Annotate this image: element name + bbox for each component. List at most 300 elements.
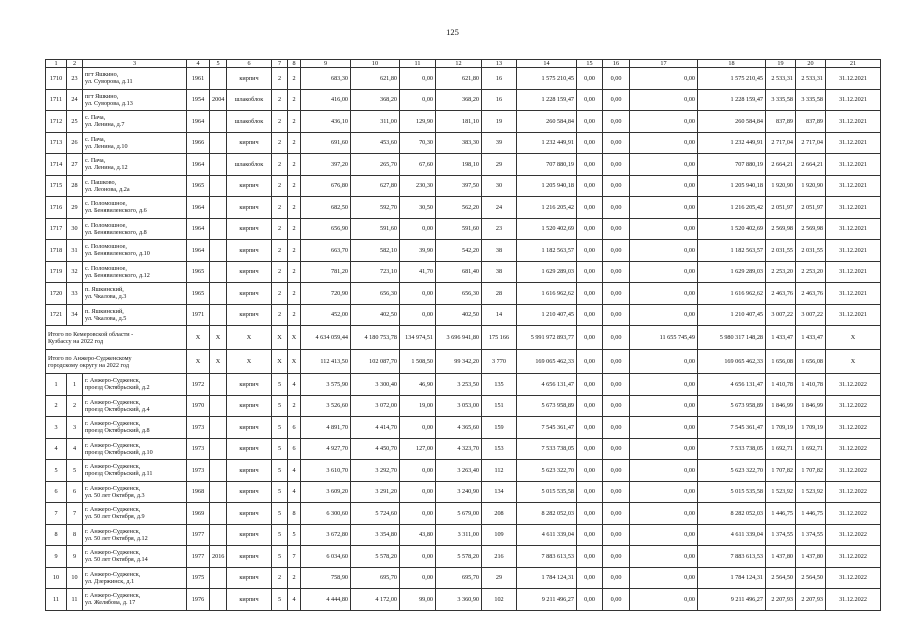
table-cell: 8 282 052,03: [698, 503, 766, 525]
table-cell: 4 611 339,04: [517, 524, 577, 546]
table-cell: 4 891,70: [301, 417, 351, 439]
table-cell: 5: [46, 460, 67, 482]
table-cell: 4 611 339,04: [698, 524, 766, 546]
table-cell: 1714: [46, 154, 67, 176]
table-cell: с. Пача, ул. Ленина, д.7: [83, 111, 187, 133]
page-number: 125: [446, 27, 459, 37]
table-cell: 24: [482, 197, 517, 219]
table-cell: 7 545 361,47: [517, 417, 577, 439]
table-cell: 2: [272, 68, 288, 90]
table-row: [46, 154, 881, 176]
table-cell: 1973: [187, 460, 210, 482]
table-cell: 1 629 289,03: [517, 261, 577, 283]
table-cell: [210, 218, 227, 240]
table-cell: 368,20: [351, 89, 400, 111]
table-cell: [210, 460, 227, 482]
table-cell: 0,00: [577, 218, 603, 240]
table-cell: 0,00: [630, 261, 698, 283]
table-cell: 102 087,70: [351, 350, 400, 374]
table-cell: [210, 481, 227, 503]
table-cell: 5: [272, 503, 288, 525]
table-cell: 16: [482, 89, 517, 111]
table-cell: X: [826, 326, 881, 350]
table-cell: 1 520 402,69: [517, 218, 577, 240]
table-cell: 25: [67, 111, 83, 133]
table-cell: 70,30: [400, 132, 436, 154]
table-cell: 3: [46, 417, 67, 439]
table-cell: 0,00: [630, 240, 698, 262]
table-cell: 15: [577, 60, 603, 68]
table-cell: 2 207,93: [766, 589, 796, 611]
table-cell: 0,00: [630, 111, 698, 133]
table-cell: 1 616 962,62: [698, 283, 766, 305]
table-cell: 5: [272, 438, 288, 460]
table-cell: 0,00: [400, 481, 436, 503]
table-cell: 0,00: [630, 350, 698, 374]
table-cell: 0,00: [630, 218, 698, 240]
table-cell: 129,90: [400, 111, 436, 133]
table-cell: 0,00: [603, 417, 630, 439]
table-cell: 31.12.2021: [826, 132, 881, 154]
table-cell: X: [826, 350, 881, 374]
table-cell: 1 410,78: [766, 374, 796, 396]
table-cell: 1716: [46, 197, 67, 219]
table-cell: 0,00: [400, 567, 436, 589]
table-cell: 0,00: [577, 304, 603, 326]
table-cell: шлакоблок: [227, 89, 272, 111]
table-cell: 31.12.2021: [826, 111, 881, 133]
table-cell: 0,00: [630, 283, 698, 305]
table-cell: 1 232 449,91: [698, 132, 766, 154]
table-cell: 591,60: [351, 218, 400, 240]
table-cell: 1 374,55: [796, 524, 826, 546]
table-cell: 2 569,98: [766, 218, 796, 240]
table-cell: 19,00: [400, 395, 436, 417]
table-cell: 1 446,75: [766, 503, 796, 525]
table-row: [46, 503, 881, 525]
table-cell: 3 696 941,80: [436, 326, 482, 350]
table-cell: кирпич: [227, 261, 272, 283]
table-cell: 3 335,58: [766, 89, 796, 111]
table-cell: 1969: [187, 503, 210, 525]
table-cell: 0,00: [603, 283, 630, 305]
table-cell: с. Пача, ул. Ленина, д.10: [83, 132, 187, 154]
table-cell: 30: [482, 175, 517, 197]
table-cell: 41,70: [400, 261, 436, 283]
table-cell: 0,00: [603, 503, 630, 525]
housing-table: [45, 59, 881, 611]
table-row: [46, 374, 881, 396]
table-cell: г. Анжеро-Судженск, проезд Октябрьский, д.8: [83, 417, 187, 439]
table-row: [46, 546, 881, 568]
table-cell: 39,90: [400, 240, 436, 262]
table-cell: 2 533,31: [766, 68, 796, 90]
table-cell: [210, 132, 227, 154]
table-cell: 8: [46, 524, 67, 546]
table-cell: 31.12.2022: [826, 460, 881, 482]
table-cell: 2: [272, 154, 288, 176]
table-cell: 7: [67, 503, 83, 525]
table-cell: 1 520 402,69: [698, 218, 766, 240]
table-cell: 0,00: [603, 546, 630, 568]
table-cell: 1 692,71: [766, 438, 796, 460]
table-cell: 5 623 322,70: [517, 460, 577, 482]
table-cell: 0,00: [603, 132, 630, 154]
table-cell: 0,00: [630, 546, 698, 568]
table-cell: X: [227, 326, 272, 350]
table-cell: 29: [482, 154, 517, 176]
table-cell: 1 216 205,42: [517, 197, 577, 219]
table-cell: 1 437,80: [796, 546, 826, 568]
table-cell: 6: [288, 417, 301, 439]
table-cell: 2: [67, 395, 83, 417]
table-cell: 2: [272, 111, 288, 133]
table-cell: 592,70: [351, 197, 400, 219]
table-cell: 1: [46, 374, 67, 396]
table-cell: 2 207,93: [796, 589, 826, 611]
table-cell: 582,10: [351, 240, 400, 262]
table-cell: 0,00: [577, 481, 603, 503]
table-cell: 181,10: [436, 111, 482, 133]
table-cell: 8: [67, 524, 83, 546]
table-cell: 3 770: [482, 350, 517, 374]
table-cell: 3 335,58: [796, 89, 826, 111]
table-cell: 102: [482, 589, 517, 611]
table-cell: 0,00: [577, 240, 603, 262]
table-cell: 7 533 738,05: [698, 438, 766, 460]
table-cell: 1964: [187, 111, 210, 133]
table-cell: 2: [272, 89, 288, 111]
table-cell: 31.12.2022: [826, 589, 881, 611]
table-cell: 3 007,22: [796, 304, 826, 326]
table-cell: [210, 417, 227, 439]
table-cell: 1 920,90: [796, 175, 826, 197]
table-cell: 2: [288, 89, 301, 111]
table-cell: 1 784 124,31: [517, 567, 577, 589]
table-cell: 2: [272, 304, 288, 326]
table-cell: 1975: [187, 567, 210, 589]
table-cell: 135: [482, 374, 517, 396]
table-cell: 31.12.2022: [826, 417, 881, 439]
table-cell: 2: [288, 261, 301, 283]
table-cell: 18: [698, 60, 766, 68]
table-cell: 1 575 210,45: [698, 68, 766, 90]
table-cell: 1717: [46, 218, 67, 240]
table-cell: 32: [67, 261, 83, 283]
table-cell: 0,00: [603, 326, 630, 350]
table-cell: г. Анжеро-Судженск, проезд Октябрьский, д.2: [83, 374, 187, 396]
table-cell: [210, 374, 227, 396]
table-cell: 10: [67, 567, 83, 589]
table-cell: 5: [288, 524, 301, 546]
table-cell: 29: [482, 567, 517, 589]
table-cell: 1 210 407,45: [698, 304, 766, 326]
table-cell: 1964: [187, 218, 210, 240]
table-cell: 5: [67, 460, 83, 482]
table-cell: 1710: [46, 68, 67, 90]
table-cell: 0,00: [630, 154, 698, 176]
table-cell: 0,00: [630, 567, 698, 589]
table-cell: 1712: [46, 111, 67, 133]
table-cell: 3 610,70: [301, 460, 351, 482]
table-cell: г. Анжеро-Судженск, ул. 50 лет Октября, д.12: [83, 524, 187, 546]
table-cell: 0,00: [400, 417, 436, 439]
table-cell: кирпич: [227, 524, 272, 546]
table-cell: 3 292,70: [351, 460, 400, 482]
table-cell: 2 031,55: [796, 240, 826, 262]
table-cell: 208: [482, 503, 517, 525]
table-cell: 1 523,92: [796, 481, 826, 503]
table-cell: Итого по Анжеро-Судженскому городскому округу на 2022 год: [46, 350, 187, 374]
table-cell: 4 927,70: [301, 438, 351, 460]
table-cell: 265,70: [351, 154, 400, 176]
table-cell: г. Анжеро-Судженск, ул. 50 лет Октября, д.3: [83, 481, 187, 503]
table-cell: 2: [272, 132, 288, 154]
table-cell: 2: [288, 154, 301, 176]
table-cell: 0,00: [577, 283, 603, 305]
table-cell: 383,30: [436, 132, 482, 154]
table-cell: с. Поломошное, ул. Бенявиленского, д.8: [83, 218, 187, 240]
table-row: [46, 589, 881, 611]
table-cell: [210, 304, 227, 326]
table-cell: 2: [288, 111, 301, 133]
table-cell: 4 323,70: [436, 438, 482, 460]
table-cell: 5 578,20: [351, 546, 400, 568]
table-cell: 1: [67, 374, 83, 396]
table-cell: 0,00: [630, 395, 698, 417]
table-cell: п. Яшкинский, ул. Чкалова, д.5: [83, 304, 187, 326]
table-row: [46, 218, 881, 240]
table-cell: 4: [187, 60, 210, 68]
table-cell: 0,00: [577, 438, 603, 460]
table-cell: 0,00: [400, 218, 436, 240]
table-cell: 2004: [210, 89, 227, 111]
table-cell: кирпич: [227, 132, 272, 154]
table-cell: 1977: [187, 524, 210, 546]
table-cell: 16: [482, 68, 517, 90]
table-cell: 2: [288, 175, 301, 197]
table-cell: 0,00: [603, 197, 630, 219]
table-cell: с. Поломошное, ул. Бенявиленского, д.12: [83, 261, 187, 283]
table-row: [46, 89, 881, 111]
table-cell: 1 616 962,62: [517, 283, 577, 305]
table-cell: 0,00: [577, 417, 603, 439]
table-cell: 31.12.2021: [826, 283, 881, 305]
table-cell: [210, 261, 227, 283]
table-cell: 5: [272, 374, 288, 396]
table-row: [46, 68, 881, 90]
table-cell: X: [210, 326, 227, 350]
table-cell: 0,00: [630, 197, 698, 219]
table-cell: 1 232 449,91: [517, 132, 577, 154]
table-cell: 2 533,31: [796, 68, 826, 90]
table-cell: 7: [46, 503, 67, 525]
table-cell: [210, 111, 227, 133]
table-cell: 31.12.2021: [826, 218, 881, 240]
table-cell: X: [187, 326, 210, 350]
table-cell: 8: [288, 60, 301, 68]
table-cell: 1 433,47: [796, 326, 826, 350]
table-cell: 656,30: [436, 283, 482, 305]
table-cell: 5 673 958,89: [698, 395, 766, 417]
table-cell: 0,00: [577, 111, 603, 133]
table-cell: 28: [67, 175, 83, 197]
table-cell: 0,00: [630, 175, 698, 197]
table-cell: 4 444,80: [301, 589, 351, 611]
table-cell: 31.12.2022: [826, 374, 881, 396]
table-cell: 2 664,21: [766, 154, 796, 176]
table-cell: 0,00: [603, 261, 630, 283]
table-cell: 0,00: [630, 481, 698, 503]
table-cell: 6: [288, 438, 301, 460]
table-cell: с. Пашково, ул. Леонова, д.2а: [83, 175, 187, 197]
table-cell: 9 211 496,27: [698, 589, 766, 611]
table-cell: 0,00: [577, 326, 603, 350]
table-cell: 0,00: [577, 460, 603, 482]
table-cell: 562,20: [436, 197, 482, 219]
table-cell: 436,10: [301, 111, 351, 133]
table-cell: 453,60: [351, 132, 400, 154]
table-cell: 0,00: [577, 175, 603, 197]
table-cell: 23: [482, 218, 517, 240]
table-cell: кирпич: [227, 175, 272, 197]
table-cell: 591,60: [436, 218, 482, 240]
table-cell: 781,20: [301, 261, 351, 283]
table-cell: 2: [288, 68, 301, 90]
table-cell: 31.12.2021: [826, 304, 881, 326]
table-cell: 1972: [187, 374, 210, 396]
table-cell: 16: [603, 60, 630, 68]
table-row: [46, 132, 881, 154]
table-row: [46, 460, 881, 482]
table-cell: 397,20: [301, 154, 351, 176]
table-cell: 627,80: [351, 175, 400, 197]
table-cell: [210, 154, 227, 176]
table-cell: 0,00: [603, 218, 630, 240]
table-cell: 1 508,50: [400, 350, 436, 374]
table-cell: 31.12.2021: [826, 261, 881, 283]
table-cell: 0,00: [400, 68, 436, 90]
table-cell: 2 717,04: [766, 132, 796, 154]
table-cell: 720,90: [301, 283, 351, 305]
table-cell: 2: [272, 218, 288, 240]
table-cell: 416,00: [301, 89, 351, 111]
table-cell: 3: [67, 417, 83, 439]
table-cell: 2: [67, 60, 83, 68]
table-cell: 691,60: [301, 132, 351, 154]
table-cell: 31.12.2022: [826, 438, 881, 460]
table-cell: 837,89: [766, 111, 796, 133]
table-cell: 2 569,98: [796, 218, 826, 240]
table-cell: 0,00: [630, 438, 698, 460]
table-cell: 368,20: [436, 89, 482, 111]
table-cell: 2: [288, 197, 301, 219]
table-cell: [210, 283, 227, 305]
table-cell: 2: [46, 395, 67, 417]
table-cell: 2: [272, 567, 288, 589]
table-row: [46, 417, 881, 439]
table-cell: 402,50: [436, 304, 482, 326]
table-cell: 24: [67, 89, 83, 111]
table-cell: 7 545 361,47: [698, 417, 766, 439]
table-cell: 1 433,47: [766, 326, 796, 350]
table-cell: 5 015 535,58: [517, 481, 577, 503]
table-cell: 6: [227, 60, 272, 68]
table-cell: 682,50: [301, 197, 351, 219]
table-cell: 6: [67, 481, 83, 503]
table-cell: 1 182 563,57: [517, 240, 577, 262]
table-cell: 30,50: [400, 197, 436, 219]
table-cell: 5 673 958,89: [517, 395, 577, 417]
table-cell: 3: [83, 60, 187, 68]
table-cell: X: [187, 350, 210, 374]
table-cell: с. Поломошное, ул. Бенявиленского, д.10: [83, 240, 187, 262]
table-cell: 19: [482, 111, 517, 133]
table-cell: 31.12.2022: [826, 567, 881, 589]
table-cell: 0,00: [603, 240, 630, 262]
table-cell: 13: [482, 60, 517, 68]
table-cell: 681,40: [436, 261, 482, 283]
table-cell: 0,00: [603, 438, 630, 460]
table-cell: 1971: [187, 304, 210, 326]
table-cell: 3 354,80: [351, 524, 400, 546]
table-cell: кирпич: [227, 481, 272, 503]
table-cell: 38: [482, 261, 517, 283]
table-cell: 112 413,50: [301, 350, 351, 374]
table-cell: 5: [272, 417, 288, 439]
table-cell: шлакоблок: [227, 154, 272, 176]
table-cell: 0,00: [577, 68, 603, 90]
table-cell: кирпич: [227, 567, 272, 589]
total-row: [46, 350, 881, 374]
table-cell: 216: [482, 546, 517, 568]
table-cell: 5: [272, 524, 288, 546]
table-cell: 1 846,99: [766, 395, 796, 417]
table-cell: 28: [482, 283, 517, 305]
table-cell: 1 707,82: [796, 460, 826, 482]
table-cell: 1961: [187, 68, 210, 90]
table-cell: 2 664,21: [796, 154, 826, 176]
table-cell: 0,00: [577, 154, 603, 176]
table-cell: 67,60: [400, 154, 436, 176]
table-cell: 397,50: [436, 175, 482, 197]
table-cell: 3 053,00: [436, 395, 482, 417]
table-cell: 1 709,19: [766, 417, 796, 439]
table-cell: п. Яшкинский, ул. Чкалова, д.3: [83, 283, 187, 305]
table-cell: 9: [67, 546, 83, 568]
table-cell: 5 679,00: [436, 503, 482, 525]
table-cell: кирпич: [227, 589, 272, 611]
table-cell: 3 360,90: [436, 589, 482, 611]
table-cell: 11: [400, 60, 436, 68]
table-cell: г. Анжеро-Судженск, проезд Октябрьский, д.10: [83, 438, 187, 460]
table-cell: [210, 175, 227, 197]
table-cell: X: [288, 350, 301, 374]
table-cell: 151: [482, 395, 517, 417]
table-cell: 11 655 745,49: [630, 326, 698, 350]
table-cell: 0,00: [577, 524, 603, 546]
table-cell: 31.12.2022: [826, 395, 881, 417]
table-cell: [210, 395, 227, 417]
table-cell: 23: [67, 68, 83, 90]
table-cell: г. Анжеро-Судженск, ул. Желябова, д. 17: [83, 589, 187, 611]
table-cell: 0,00: [577, 132, 603, 154]
table-cell: 0,00: [400, 283, 436, 305]
table-cell: 1715: [46, 175, 67, 197]
table-cell: 2: [288, 395, 301, 417]
table-cell: 30: [67, 218, 83, 240]
table-cell: 2: [288, 240, 301, 262]
